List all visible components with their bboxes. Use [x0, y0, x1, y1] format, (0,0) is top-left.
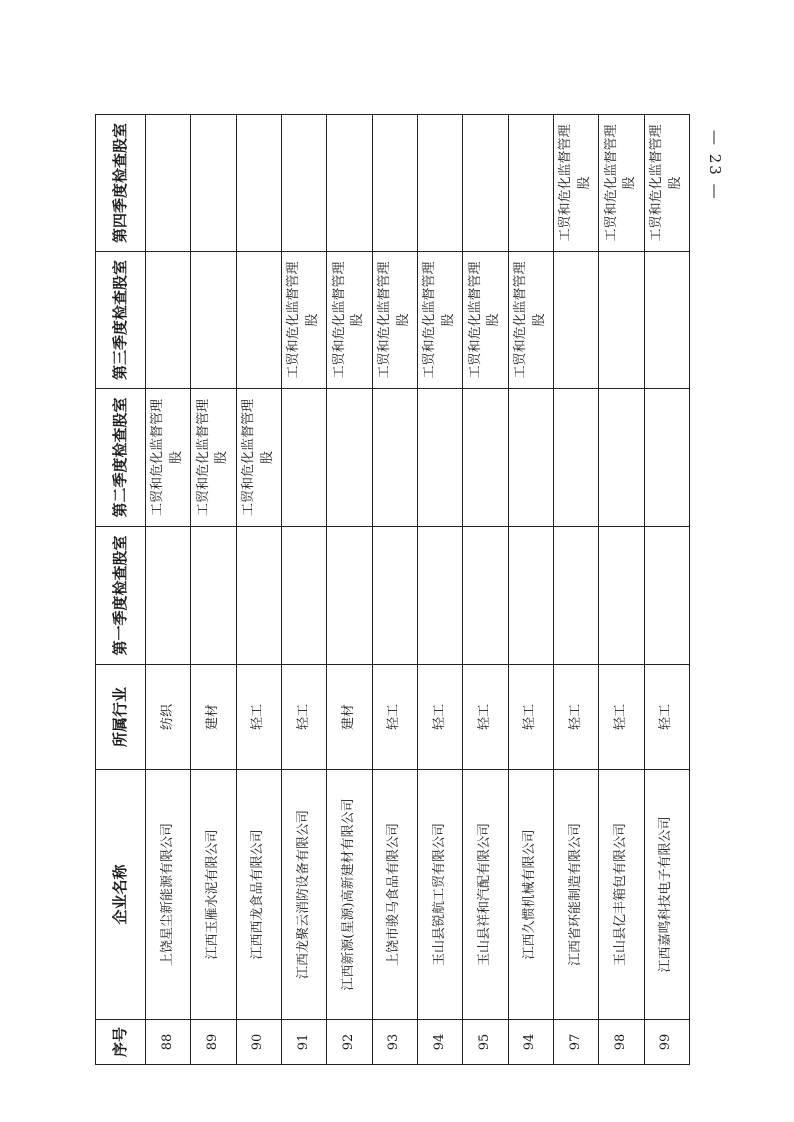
cell-q1: [236, 527, 281, 665]
cell-q3: [599, 252, 644, 389]
cell-no: 90: [236, 1020, 281, 1065]
header-q3: 第三季度检查股室: [96, 252, 146, 389]
cell-q3: 工贸和危化监督管理股: [281, 252, 326, 389]
cell-no: 94: [508, 1020, 553, 1065]
cell-q2: 工贸和危化监督管理股: [191, 389, 236, 527]
cell-q3: 工贸和危化监督管理股: [508, 252, 553, 389]
cell-company: 玉山县锐航工贸有限公司: [417, 770, 462, 1020]
cell-q4: [417, 115, 462, 252]
cell-q2: [553, 389, 598, 527]
cell-q4: [146, 115, 191, 252]
cell-q4: 工贸和危化监督管理股: [599, 115, 644, 252]
cell-company: 江西龙聚云消防设备有限公司: [281, 770, 326, 1020]
cell-q1: [372, 527, 417, 665]
cell-no: 99: [644, 1020, 689, 1065]
table-row: [146, 115, 191, 1065]
cell-company: 江西新源(星源)高新建材有限公司: [327, 770, 372, 1020]
cell-q2: [508, 389, 553, 527]
table-row: [463, 115, 508, 1065]
cell-no: 97: [553, 1020, 598, 1065]
cell-q3: 工贸和危化监督管理股: [417, 252, 462, 389]
cell-company: 江西玉雁水泥有限公司: [191, 770, 236, 1020]
cell-q3: 工贸和危化监督管理股: [372, 252, 417, 389]
inspection-schedule-table: [95, 114, 690, 1065]
cell-industry: 纺织: [146, 665, 191, 770]
cell-no: 94: [417, 1020, 462, 1065]
cell-no: 88: [146, 1020, 191, 1065]
cell-q4: [191, 115, 236, 252]
cell-q4: [508, 115, 553, 252]
cell-industry: 轻工: [463, 665, 508, 770]
cell-q3: [146, 252, 191, 389]
cell-q1: [146, 527, 191, 665]
cell-industry: 轻工: [417, 665, 462, 770]
cell-q1: [463, 527, 508, 665]
inspection-schedule-table-wrapper: [95, 115, 690, 1065]
table-row: [372, 115, 417, 1065]
table-row: [281, 115, 326, 1065]
table-row: [553, 115, 598, 1065]
cell-q4: [372, 115, 417, 252]
cell-q1: [191, 527, 236, 665]
cell-q3: [644, 252, 689, 389]
cell-no: 91: [281, 1020, 326, 1065]
cell-q4: [463, 115, 508, 252]
cell-industry: 轻工: [236, 665, 281, 770]
cell-q1: [553, 527, 598, 665]
header-q4: 第四季度检查股室: [96, 115, 146, 252]
cell-company: 玉山县亿丰箱包有限公司: [599, 770, 644, 1020]
cell-q4: [327, 115, 372, 252]
cell-q4: [281, 115, 326, 252]
cell-company: 上饶星尘新能源有限公司: [146, 770, 191, 1020]
cell-q1: [508, 527, 553, 665]
table-row: [644, 115, 689, 1065]
header-q2: 第二季度检查股室: [96, 389, 146, 527]
cell-q2: [599, 389, 644, 527]
cell-industry: 轻工: [281, 665, 326, 770]
cell-q2: [281, 389, 326, 527]
cell-industry: 轻工: [553, 665, 598, 770]
header-q1: 第一季度检查股室: [96, 527, 146, 665]
cell-q2: 工贸和危化监督管理股: [146, 389, 191, 527]
cell-q4: 工贸和危化监督管理股: [644, 115, 689, 252]
header-industry: 所属行业: [96, 665, 146, 770]
header-no: 序号: [96, 1020, 146, 1065]
cell-industry: 建材: [327, 665, 372, 770]
cell-no: 95: [463, 1020, 508, 1065]
table-row: [191, 115, 236, 1065]
cell-no: 93: [372, 1020, 417, 1065]
cell-q2: [463, 389, 508, 527]
cell-company: 江西嘉鸣科技电子有限公司: [644, 770, 689, 1020]
table-row: [327, 115, 372, 1065]
table-row: [599, 115, 644, 1065]
cell-q4: [236, 115, 281, 252]
cell-q2: 工贸和危化监督管理股: [236, 389, 281, 527]
cell-q3: [236, 252, 281, 389]
cell-no: 98: [599, 1020, 644, 1065]
cell-industry: 轻工: [372, 665, 417, 770]
cell-industry: 建材: [191, 665, 236, 770]
table-row: [508, 115, 553, 1065]
cell-q3: 工贸和危化监督管理股: [463, 252, 508, 389]
page-number: — 23 —: [706, 130, 724, 201]
cell-company: 江西久惯机械有限公司: [508, 770, 553, 1020]
cell-industry: 轻工: [599, 665, 644, 770]
cell-q3: 工贸和危化监督管理股: [327, 252, 372, 389]
cell-industry: 轻工: [508, 665, 553, 770]
cell-company: 江西省环能制造有限公司: [553, 770, 598, 1020]
cell-q3: [191, 252, 236, 389]
cell-no: 89: [191, 1020, 236, 1065]
cell-q2: [644, 389, 689, 527]
header-company: 企业名称: [96, 770, 146, 1020]
cell-q1: [327, 527, 372, 665]
table-header-row: [96, 115, 146, 1065]
cell-no: 92: [327, 1020, 372, 1065]
cell-q2: [327, 389, 372, 527]
cell-q2: [417, 389, 462, 527]
cell-q4: 工贸和危化监督管理股: [553, 115, 598, 252]
cell-industry: 轻工: [644, 665, 689, 770]
cell-q1: [644, 527, 689, 665]
cell-company: 上饶市骏马食品有限公司: [372, 770, 417, 1020]
cell-company: 江西西龙食品有限公司: [236, 770, 281, 1020]
cell-q1: [599, 527, 644, 665]
cell-q3: [553, 252, 598, 389]
cell-q1: [281, 527, 326, 665]
cell-q2: [372, 389, 417, 527]
cell-q1: [417, 527, 462, 665]
cell-company: 玉山县祥和汽配有限公司: [463, 770, 508, 1020]
table-row: [236, 115, 281, 1065]
table-row: [417, 115, 462, 1065]
